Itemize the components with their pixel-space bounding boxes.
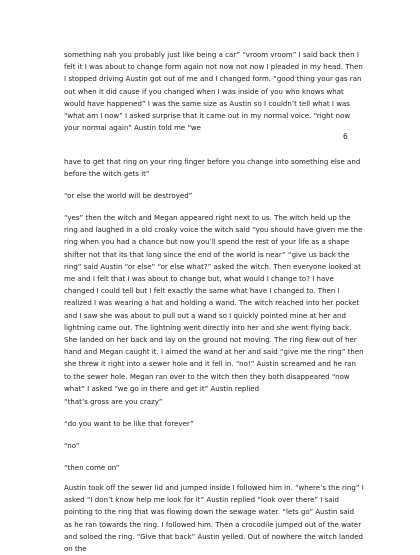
paragraph-1: something nah you probably just like being a car” “vroom vroom” I said back then I felt it I was about to change form again not now not now I pleaded in my head. Then I stopped driving Austin got out of me and I changed form. “good thing your gas ran out when it did cause if you changed when I was inside of you who knows what would have happened” I was the same size as Austin so I couldn’t tell what I was “what am I now” I asked surprise that it came out in my normal voice. “right now your normal again” Austin told me “we	[64, 51, 363, 133]
page-number: 6	[343, 132, 348, 141]
paragraph-5: “that’s gross are you crazy”	[64, 398, 163, 406]
paragraph-2: have to get that ring on your ring finger before you change into something else and before the witch gets it”	[64, 158, 361, 179]
paragraph-8: “then come on”	[64, 464, 120, 472]
paragraph-9: Austin took off the sewer lid and jumped inside I followed him in. “where’s the ring” I asked “I don’t know help me look for it” Austin replied “look over there” I said pointing to the ring that was flowing down the sewage water. “lets go” Austin said as he ran towards the ring. I followed him. Then a crocodile jumped out of the water and soloed the ring. “Give that back” Austin yelled. Out of nowhere the witch landed on the	[64, 484, 364, 554]
paragraph-3: “or else the world will be destroyed”	[64, 192, 193, 200]
paragraph-7: “no”	[64, 442, 80, 450]
paragraph-6: “do you want to be like that forever”	[64, 420, 194, 428]
paragraph-4: “yes” then the witch and Megan appeared right next to us. The witch held up the ring and laughed in a old croaky voice the witch said “you should have given me the ring when you had a chance but now you’ll spend the rest of your life as a shape shifter not that its that long since the end of the world is near” “give us back the ring” said Austin “or else” “or else what?” asked the witch. Then everyone looked at me and I felt that I was about to change but, what would I change to? I have changed I could tell but I felt exactly the same what have I changed to. Then I realized I was wearing a hat and holding a wand. The witch reached into her pocket and I saw she was about to pull out a wand so I quickly pointed mine at her and lightning came out. The lightning went directly into her and she went flying back. She landed on her back and lay on the ground not moving. The ring flew out of her hand and Megan caught it. I aimed the wand at her and said “give me the ring” then she threw it right into a sewer hole and it fell in. “no!” Austin screamed and he ran to the sewer hole. Megan ran over to the witch then they both disappeared “now what” I asked “we go in there and get it” Austin replied	[64, 214, 364, 393]
